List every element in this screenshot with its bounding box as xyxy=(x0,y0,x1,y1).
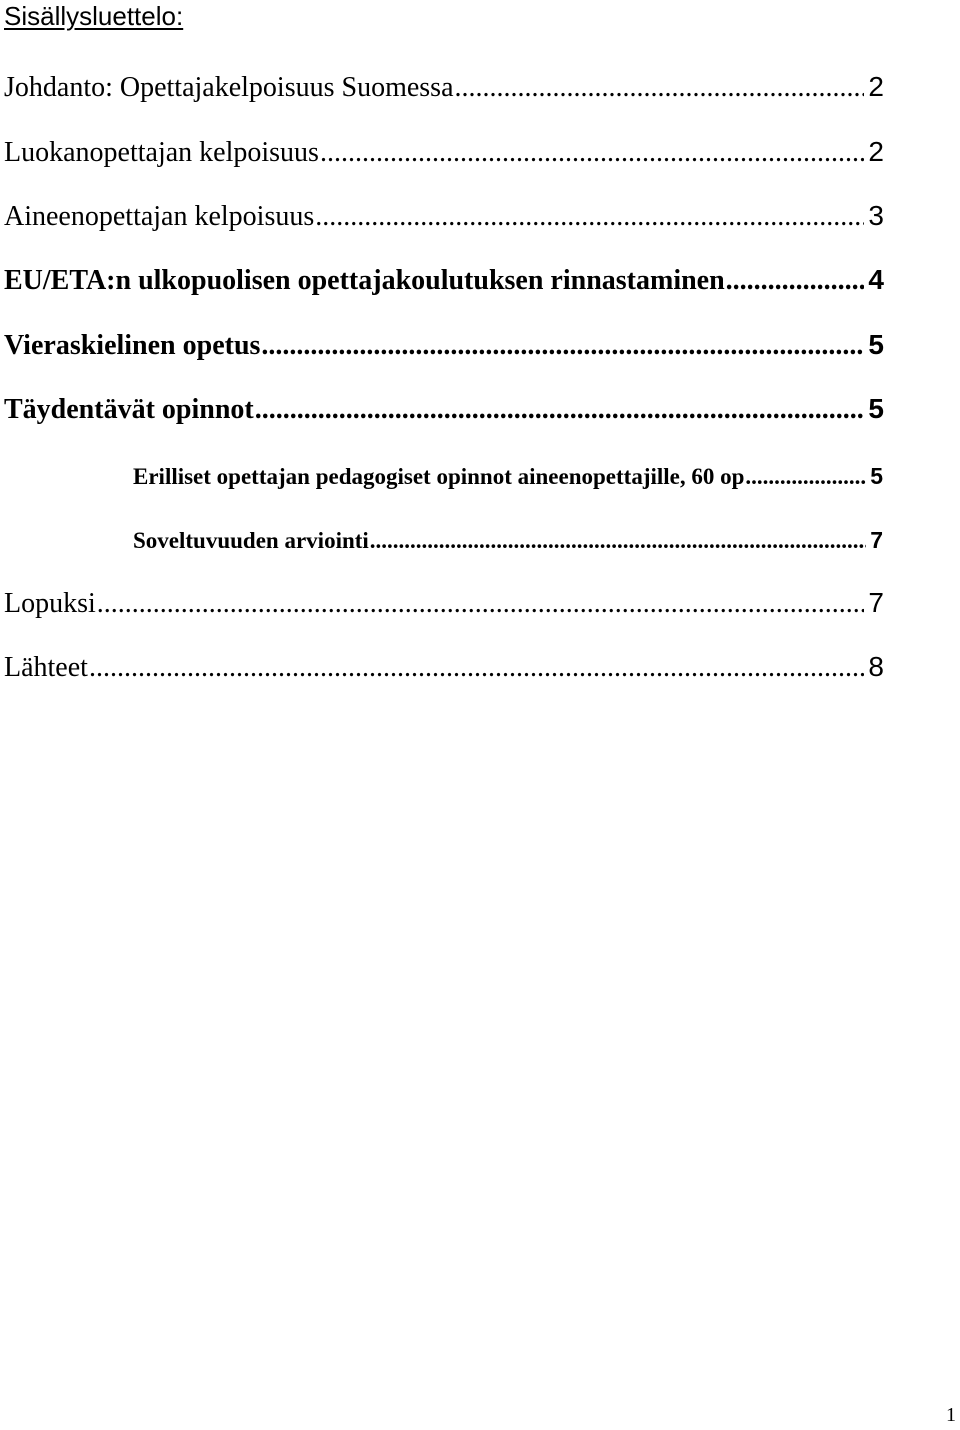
toc-entry-luokanopettajan-kelpoisuus[interactable] xyxy=(4,137,884,169)
toc-entry-title: Luokanopettajan kelpoisuus xyxy=(4,137,319,168)
toc-entry-page: 3 xyxy=(868,200,884,231)
dot-leader xyxy=(261,331,864,362)
toc-entry-page: 5 xyxy=(868,393,884,424)
toc-entry-vieraskielinen-opetus[interactable] xyxy=(4,330,884,362)
toc-entry-title: Aineenopettajan kelpoisuus xyxy=(4,201,315,232)
dot-leader xyxy=(89,653,864,684)
toc-entry-title: Soveltuvuuden arviointi xyxy=(133,528,369,553)
toc-entry-aineenopettajan-kelpoisuus[interactable] xyxy=(4,201,884,233)
dot-leader xyxy=(726,266,865,297)
toc-entry-title: Täydentävät opinnot xyxy=(4,394,254,425)
toc-entry-title: EU/ETA:n ulkopuolisen opettajakoulutuksen rinnastaminen xyxy=(4,265,725,296)
toc-entry-taydentavat-opinnot[interactable] xyxy=(4,394,884,426)
dot-leader xyxy=(370,528,866,553)
toc-entry-title: Erilliset opettajan pedagogiset opinnot aineenopettajille, 60 op xyxy=(133,464,745,489)
toc-entry-page: 4 xyxy=(868,264,884,295)
toc-entry-page: 8 xyxy=(868,651,884,682)
toc-entry-lopuksi[interactable] xyxy=(4,588,884,620)
dot-leader xyxy=(320,138,864,169)
dot-leader xyxy=(315,202,864,233)
toc-entry-page: 5 xyxy=(868,329,884,360)
toc-entry-erilliset-pedagogiset-opinnot[interactable] xyxy=(133,464,883,489)
toc-entry-soveltuvuuden-arviointi[interactable] xyxy=(133,528,883,553)
toc-entry-page: 2 xyxy=(868,71,884,102)
dot-leader xyxy=(97,589,865,620)
toc-entry-title: Vieraskielinen opetus xyxy=(4,330,261,361)
toc-entry-title: Lopuksi xyxy=(4,588,96,619)
dot-leader xyxy=(745,464,866,489)
toc-heading: Sisällysluettelo: xyxy=(4,1,184,31)
dot-leader xyxy=(255,395,865,426)
toc-entry-page: 2 xyxy=(868,136,884,167)
toc-entry-title: Lähteet xyxy=(4,652,88,683)
toc-entry-page: 7 xyxy=(870,527,883,553)
toc-entry-eu-eta-rinnastaminen[interactable] xyxy=(4,265,884,297)
toc-entry-title: Johdanto: Opettajakelpoisuus Suomessa xyxy=(4,72,454,103)
toc-entry-lahteet[interactable] xyxy=(4,652,884,684)
toc-entry-page: 7 xyxy=(868,587,884,618)
toc-entry-page: 5 xyxy=(870,463,883,489)
toc-entry-johdanto[interactable] xyxy=(4,72,884,104)
page-number: 1 xyxy=(946,1404,956,1426)
dot-leader xyxy=(455,73,865,104)
